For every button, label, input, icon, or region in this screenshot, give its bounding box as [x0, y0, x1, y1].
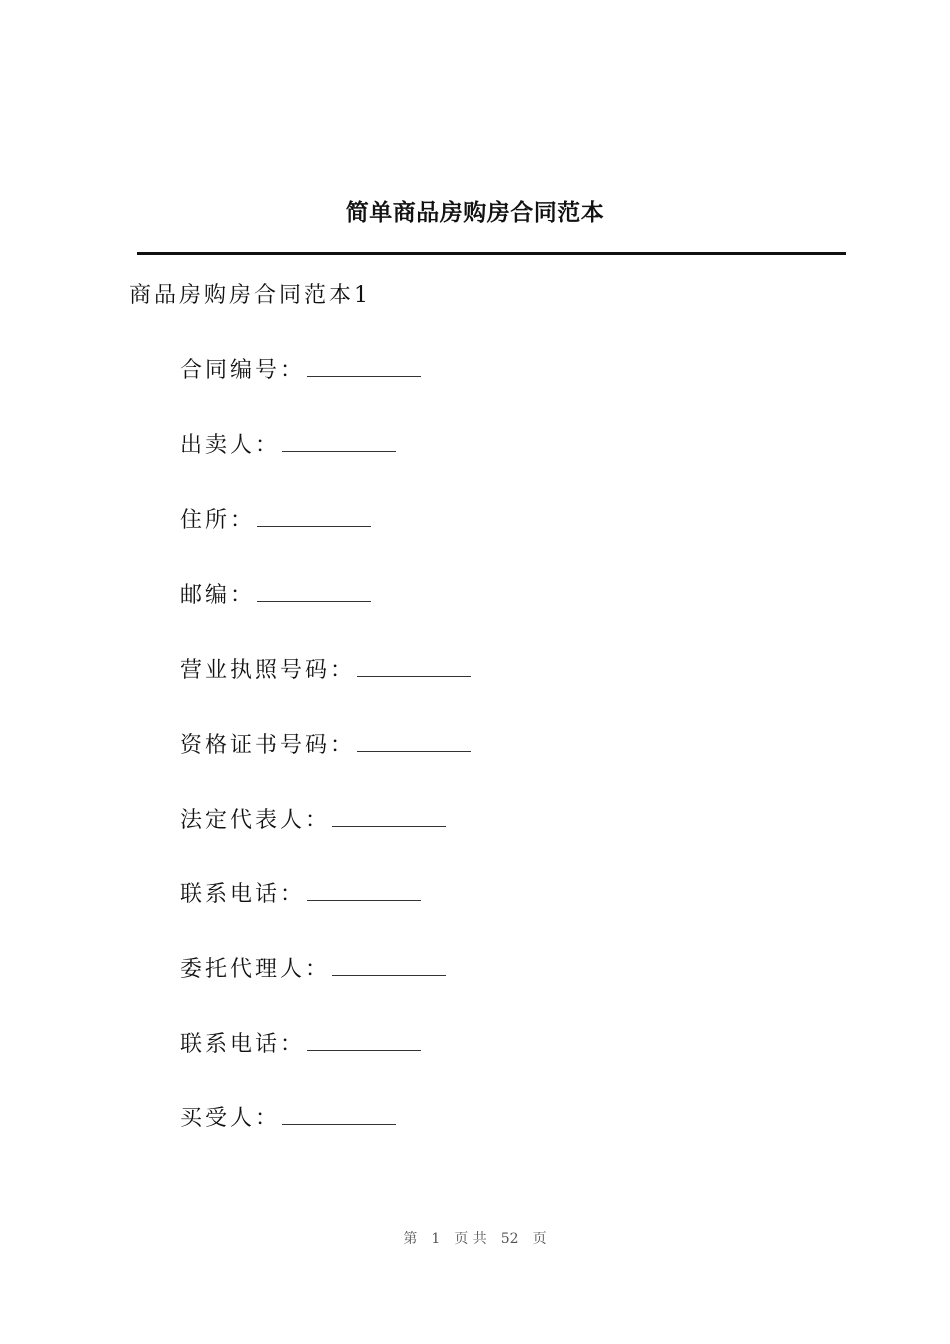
field-postcode: [180, 577, 371, 613]
field-agent-phone: [180, 1026, 421, 1062]
field-label: 联系电话：: [180, 1032, 306, 1057]
footer-prefix: 第: [403, 1231, 418, 1247]
blank-line: [257, 577, 371, 602]
field-label: 住所：: [180, 508, 256, 533]
field-label: 买受人：: [180, 1106, 281, 1131]
field-label: 出卖人：: [180, 433, 281, 458]
field-label: 邮编：: [180, 583, 256, 608]
blank-line: [332, 802, 446, 827]
field-label: 委托代理人：: [180, 957, 331, 982]
blank-line: [307, 352, 421, 377]
field-legal-representative: [180, 802, 446, 838]
field-contract-number: [180, 352, 421, 388]
field-label: 合同编号：: [180, 358, 306, 383]
blank-line: [332, 951, 446, 976]
field-qualification-certificate: [180, 727, 471, 763]
blank-line: [282, 1100, 396, 1125]
blank-line: [357, 652, 471, 677]
field-label: 资格证书号码：: [180, 733, 356, 758]
blank-line: [307, 1026, 421, 1051]
footer-total-pages: 52: [500, 1231, 519, 1247]
section-heading: 商品房购房合同范本1: [129, 283, 371, 308]
field-label: 法定代表人：: [180, 808, 331, 833]
blank-line: [357, 727, 471, 752]
footer-suffix: 页: [532, 1231, 547, 1247]
field-seller: [180, 427, 396, 463]
field-phone: [180, 876, 421, 912]
field-business-license: [180, 652, 471, 688]
title-divider: [137, 252, 846, 255]
field-buyer: [180, 1100, 396, 1136]
blank-line: [282, 427, 396, 452]
field-label: 营业执照号码：: [180, 658, 356, 683]
field-authorized-agent: [180, 951, 446, 987]
blank-line: [307, 876, 421, 901]
document-title: 简单商品房购房合同范本: [345, 200, 605, 226]
field-label: 联系电话：: [180, 882, 306, 907]
footer-current-page: 1: [431, 1231, 441, 1247]
blank-line: [257, 502, 371, 527]
field-address: [180, 502, 371, 538]
footer-middle: 页 共: [454, 1231, 487, 1247]
page-footer: [0, 1228, 950, 1250]
